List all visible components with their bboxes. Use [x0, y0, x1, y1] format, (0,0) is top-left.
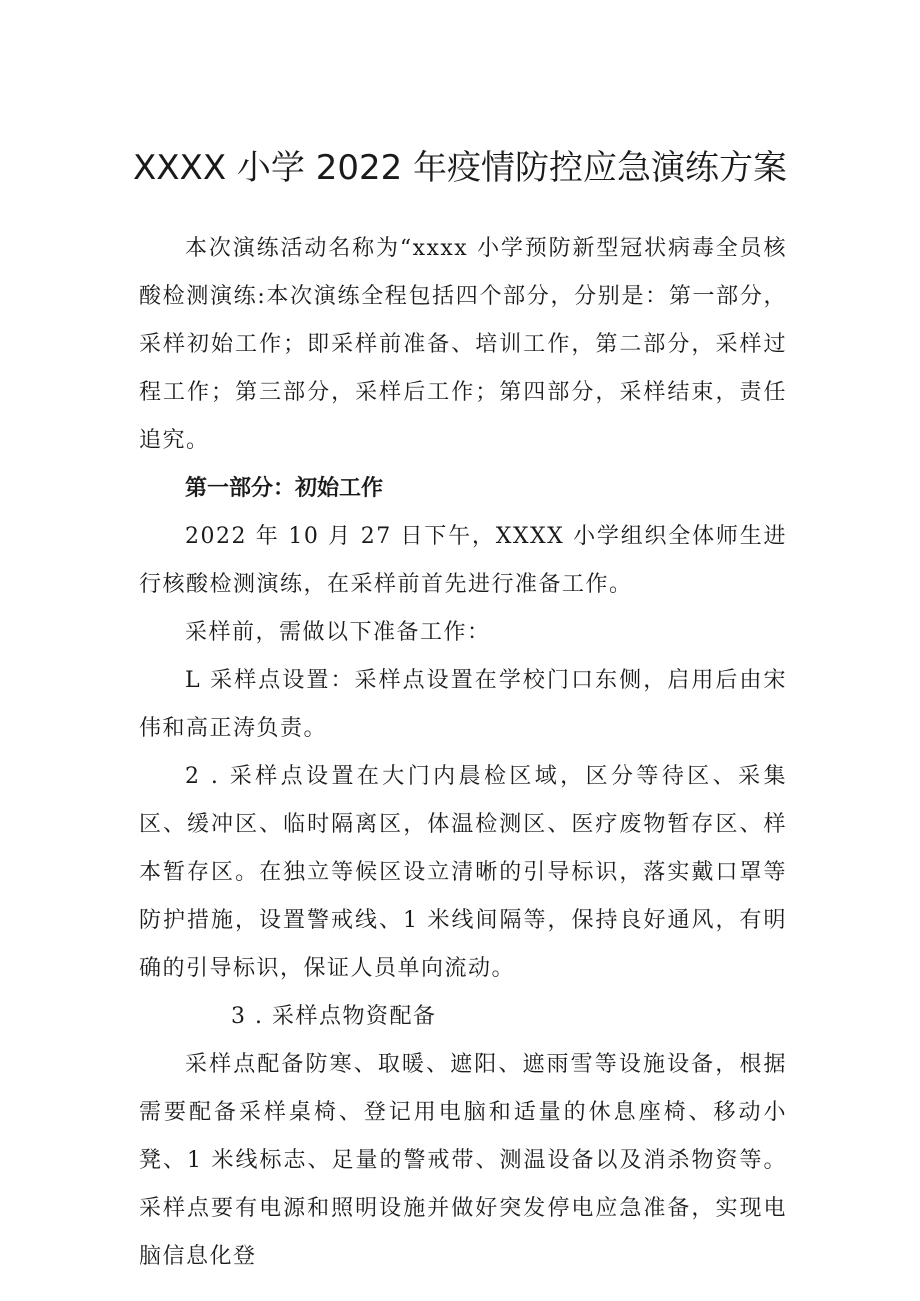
- paragraph-supplies: 采样点配备防寒、取暖、遮阳、遮雨雪等设施设备，根据需要配备采样桌椅、登记用电脑和适量的休息座椅、移动小凳、1 米线标志、足量的警戒带、测温设备以及消杀物资等。采样点要有电源和照明设施并做好突发停电应急准备，实现电脑信息化登: [139, 1052, 787, 1269]
- list-item-3-label: . 采样点物资配备: [255, 1004, 437, 1029]
- document-body: [139, 225, 787, 1281]
- list-item-2: 2 . 采样点设置在大门内晨检区域，区分等待区、采集区、缓冲区、临时隔离区，体温检测区、医疗废物暂存区、样本暂存区。在独立等候区设立清晰的引导标识，落实戴口罩等防护措施，设置警戒线、1 米线间隔等，保持良好通风，有明确的引导标识，保证人员单向流动。: [139, 764, 787, 981]
- paragraph-preparation: 采样前，需做以下准备工作：: [185, 620, 491, 645]
- paragraph-date: 2022 年 10 月 27 日下午，XXXX 小学组织全体师生进行核酸检测演练，在采样前首先进行准备工作。: [139, 524, 787, 597]
- list-item-1: L 采样点设置：采样点设置在学校门口东侧，启用后由宋伟和高正涛负责。: [139, 668, 787, 741]
- document-title: XXXX 小学 2022 年疫情防控应急演练方案: [132, 148, 788, 188]
- list-item-3: [139, 993, 787, 1041]
- section-heading-part-one: 第一部分：初始工作: [185, 476, 384, 501]
- list-item-3-number: 3: [231, 1004, 247, 1029]
- intro-paragraph: 本次演练活动名称为“xxxx 小学预防新型冠状病毒全员核酸检测演练:本次演练全程包括四个部分，分别是：第一部分，采样初始工作；即采样前准备、培训工作，第二部分，采样过程工作；第三部分，采样后工作；第四部分，采样结束，责任追究。: [139, 236, 787, 453]
